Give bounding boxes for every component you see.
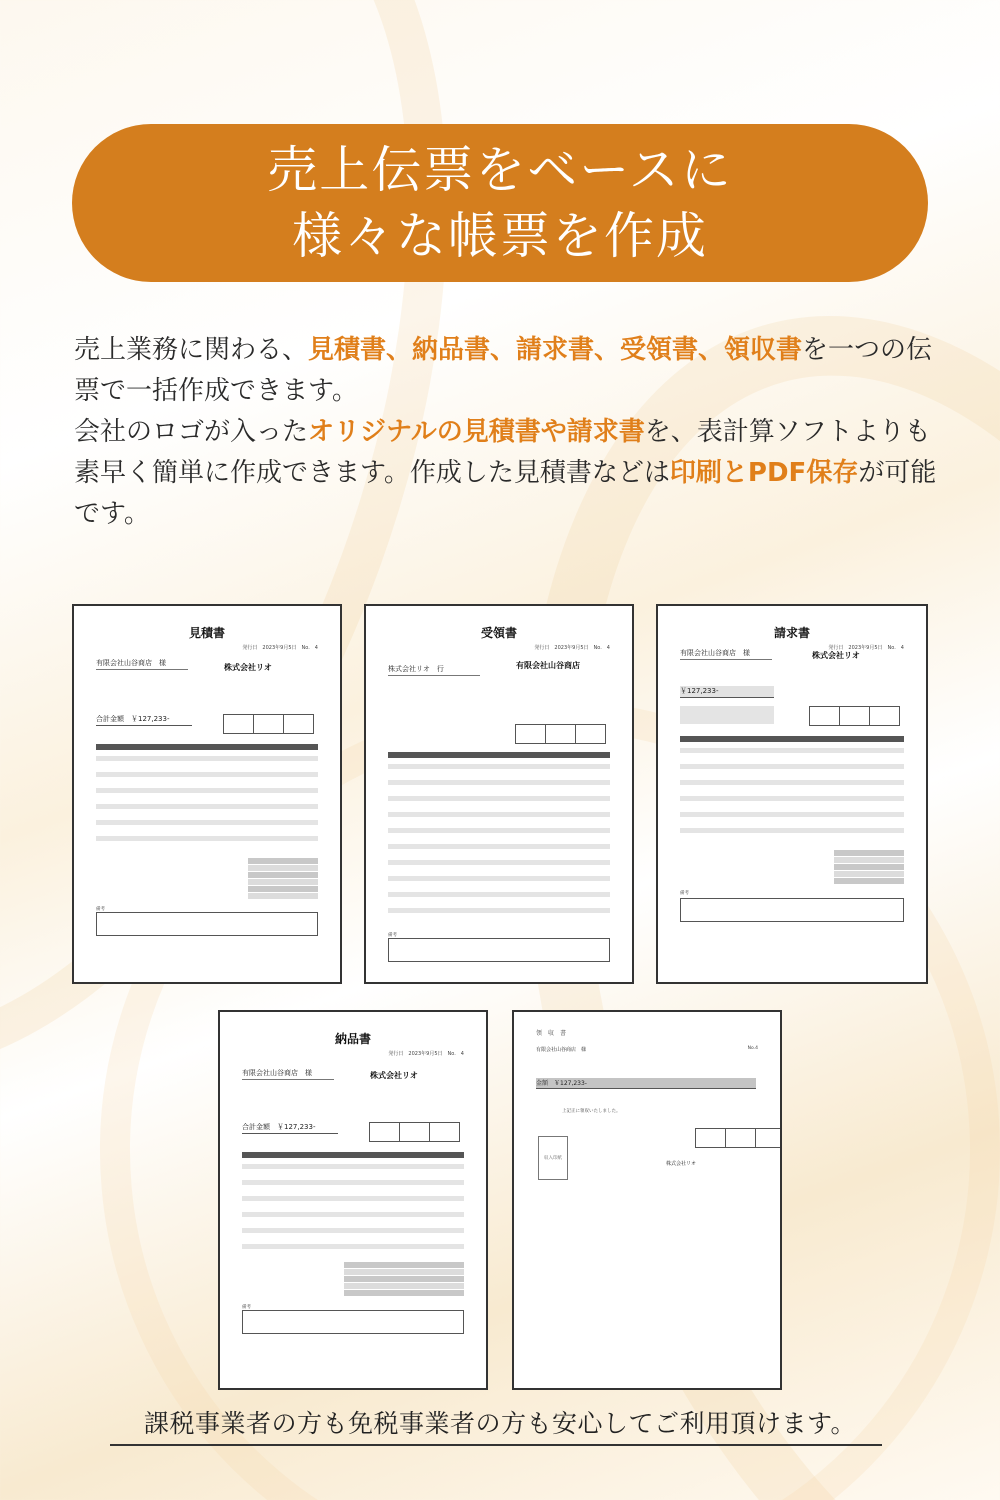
intro-part: が可能です。 xyxy=(74,458,937,529)
document-company: 株式会社リオ xyxy=(224,663,272,672)
table-row xyxy=(680,748,904,753)
table-row xyxy=(388,828,610,833)
intro-highlight: オリジナルの見積書や請求書 xyxy=(308,417,645,447)
document-meta: 発行日 2023年9月5日 No. 4 xyxy=(828,645,904,651)
table-row xyxy=(242,1196,464,1201)
summary-table xyxy=(248,858,318,900)
table-row xyxy=(96,756,318,761)
document-meta: 発行日 2023年9月5日 No. 4 xyxy=(242,645,318,651)
document-recipient: 有限会社山谷商店 様 xyxy=(536,1047,587,1053)
footer-message: 課税事業者の方も免税事業者の方も安心してご利用頂けます。 xyxy=(143,1409,856,1438)
document-title: 領 収 書 xyxy=(536,1030,567,1037)
table-row xyxy=(242,1164,464,1169)
table-row xyxy=(388,764,610,769)
note-box xyxy=(680,898,904,922)
document-company: 株式会社リオ xyxy=(812,651,860,660)
stamp-boxes xyxy=(696,1128,782,1148)
intro-text xyxy=(74,330,944,535)
table-header xyxy=(242,1152,464,1158)
note-label: 備考 xyxy=(680,891,689,896)
table-row xyxy=(96,788,318,793)
document-company: 有限会社山谷商店 xyxy=(516,661,580,670)
stamp-boxes xyxy=(810,706,900,726)
title-line-2: 様々な帳票を作成 xyxy=(292,207,708,265)
document-recipient: 有限会社山谷商店 様 xyxy=(680,648,772,660)
document-company: 株式会社リオ xyxy=(666,1161,696,1167)
note-label: 備考 xyxy=(96,907,105,912)
table-row xyxy=(242,1244,464,1249)
summary-table xyxy=(834,850,904,885)
intro-highlight: 見積書、納品書、請求書、受領書、領収書 xyxy=(308,335,803,365)
document-meta: No.4 xyxy=(747,1046,758,1051)
footer-underline xyxy=(110,1444,882,1446)
table-row xyxy=(388,812,610,817)
document-title: 納品書 xyxy=(334,1032,371,1046)
document-total: ￥127,233- xyxy=(680,686,774,698)
document-recipient: 有限会社山谷商店 様 xyxy=(242,1068,334,1080)
revenue-stamp-box: 収入印紙 xyxy=(538,1136,568,1180)
table-header xyxy=(96,744,318,750)
document-company: 株式会社リオ xyxy=(370,1071,418,1080)
table-row xyxy=(96,804,318,809)
document-meta: 発行日 2023年9月5日 No. 4 xyxy=(534,645,610,651)
intro-part: 会社のロゴが入った xyxy=(74,417,309,447)
table-row xyxy=(242,1212,464,1217)
intro-part: 売上業務に関わる、 xyxy=(74,335,309,365)
title-line-1: 売上伝票をベースに xyxy=(267,141,733,199)
table-row xyxy=(680,812,904,817)
intro-part: を一つの伝票で一括作成できます。 xyxy=(74,335,933,406)
receipt-confirmation: 上記正に領収いたしました。 xyxy=(562,1109,621,1114)
table-row xyxy=(680,796,904,801)
table-row xyxy=(96,820,318,825)
title-banner xyxy=(72,124,928,282)
stamp-boxes xyxy=(224,714,314,734)
document-recipient: 有限会社山谷商店 様 xyxy=(96,658,188,670)
table-row xyxy=(242,1228,464,1233)
intro-highlight: 印刷とPDF保存 xyxy=(669,458,859,488)
table-row xyxy=(388,876,610,881)
table-row xyxy=(680,764,904,769)
stamp-boxes xyxy=(370,1122,460,1142)
document-title: 受領書 xyxy=(480,626,517,640)
document-recipient: 株式会社リオ 行 xyxy=(388,664,480,676)
document-meta: 発行日 2023年9月5日 No. 4 xyxy=(388,1051,464,1057)
table-header xyxy=(388,752,610,758)
document-total: 金額 ￥127,233- xyxy=(536,1078,756,1089)
note-label: 備考 xyxy=(242,1305,251,1310)
table-row xyxy=(388,780,610,785)
table-row xyxy=(96,836,318,841)
document-total: 合計金額 ￥127,233- xyxy=(242,1122,338,1134)
table-row xyxy=(388,892,610,897)
note-box xyxy=(388,938,610,962)
delivery-note-document xyxy=(218,1010,488,1390)
note-box xyxy=(96,912,318,936)
receipt-document xyxy=(512,1010,782,1390)
note-label: 備考 xyxy=(388,933,397,938)
quote-document xyxy=(72,604,342,984)
document-title: 見積書 xyxy=(188,626,225,640)
table-row xyxy=(96,772,318,777)
table-row xyxy=(388,908,610,913)
table-row xyxy=(388,796,610,801)
table-row xyxy=(242,1180,464,1185)
table-row xyxy=(388,844,610,849)
table-row xyxy=(388,860,610,865)
table-row xyxy=(680,828,904,833)
payment-info-box xyxy=(680,706,774,724)
invoice-document xyxy=(656,604,928,984)
stamp-boxes xyxy=(516,724,606,744)
intro-part: を、表計算ソフトよりも素早く簡単に作成できます。作成した見積書などは xyxy=(74,417,931,488)
table-row xyxy=(680,780,904,785)
table-header xyxy=(680,736,904,742)
summary-table xyxy=(344,1262,464,1297)
document-total: 合計金額 ￥127,233- xyxy=(96,714,192,726)
note-box xyxy=(242,1310,464,1334)
receipt-acknowledgement-document xyxy=(364,604,634,984)
document-title: 請求書 xyxy=(773,626,810,640)
